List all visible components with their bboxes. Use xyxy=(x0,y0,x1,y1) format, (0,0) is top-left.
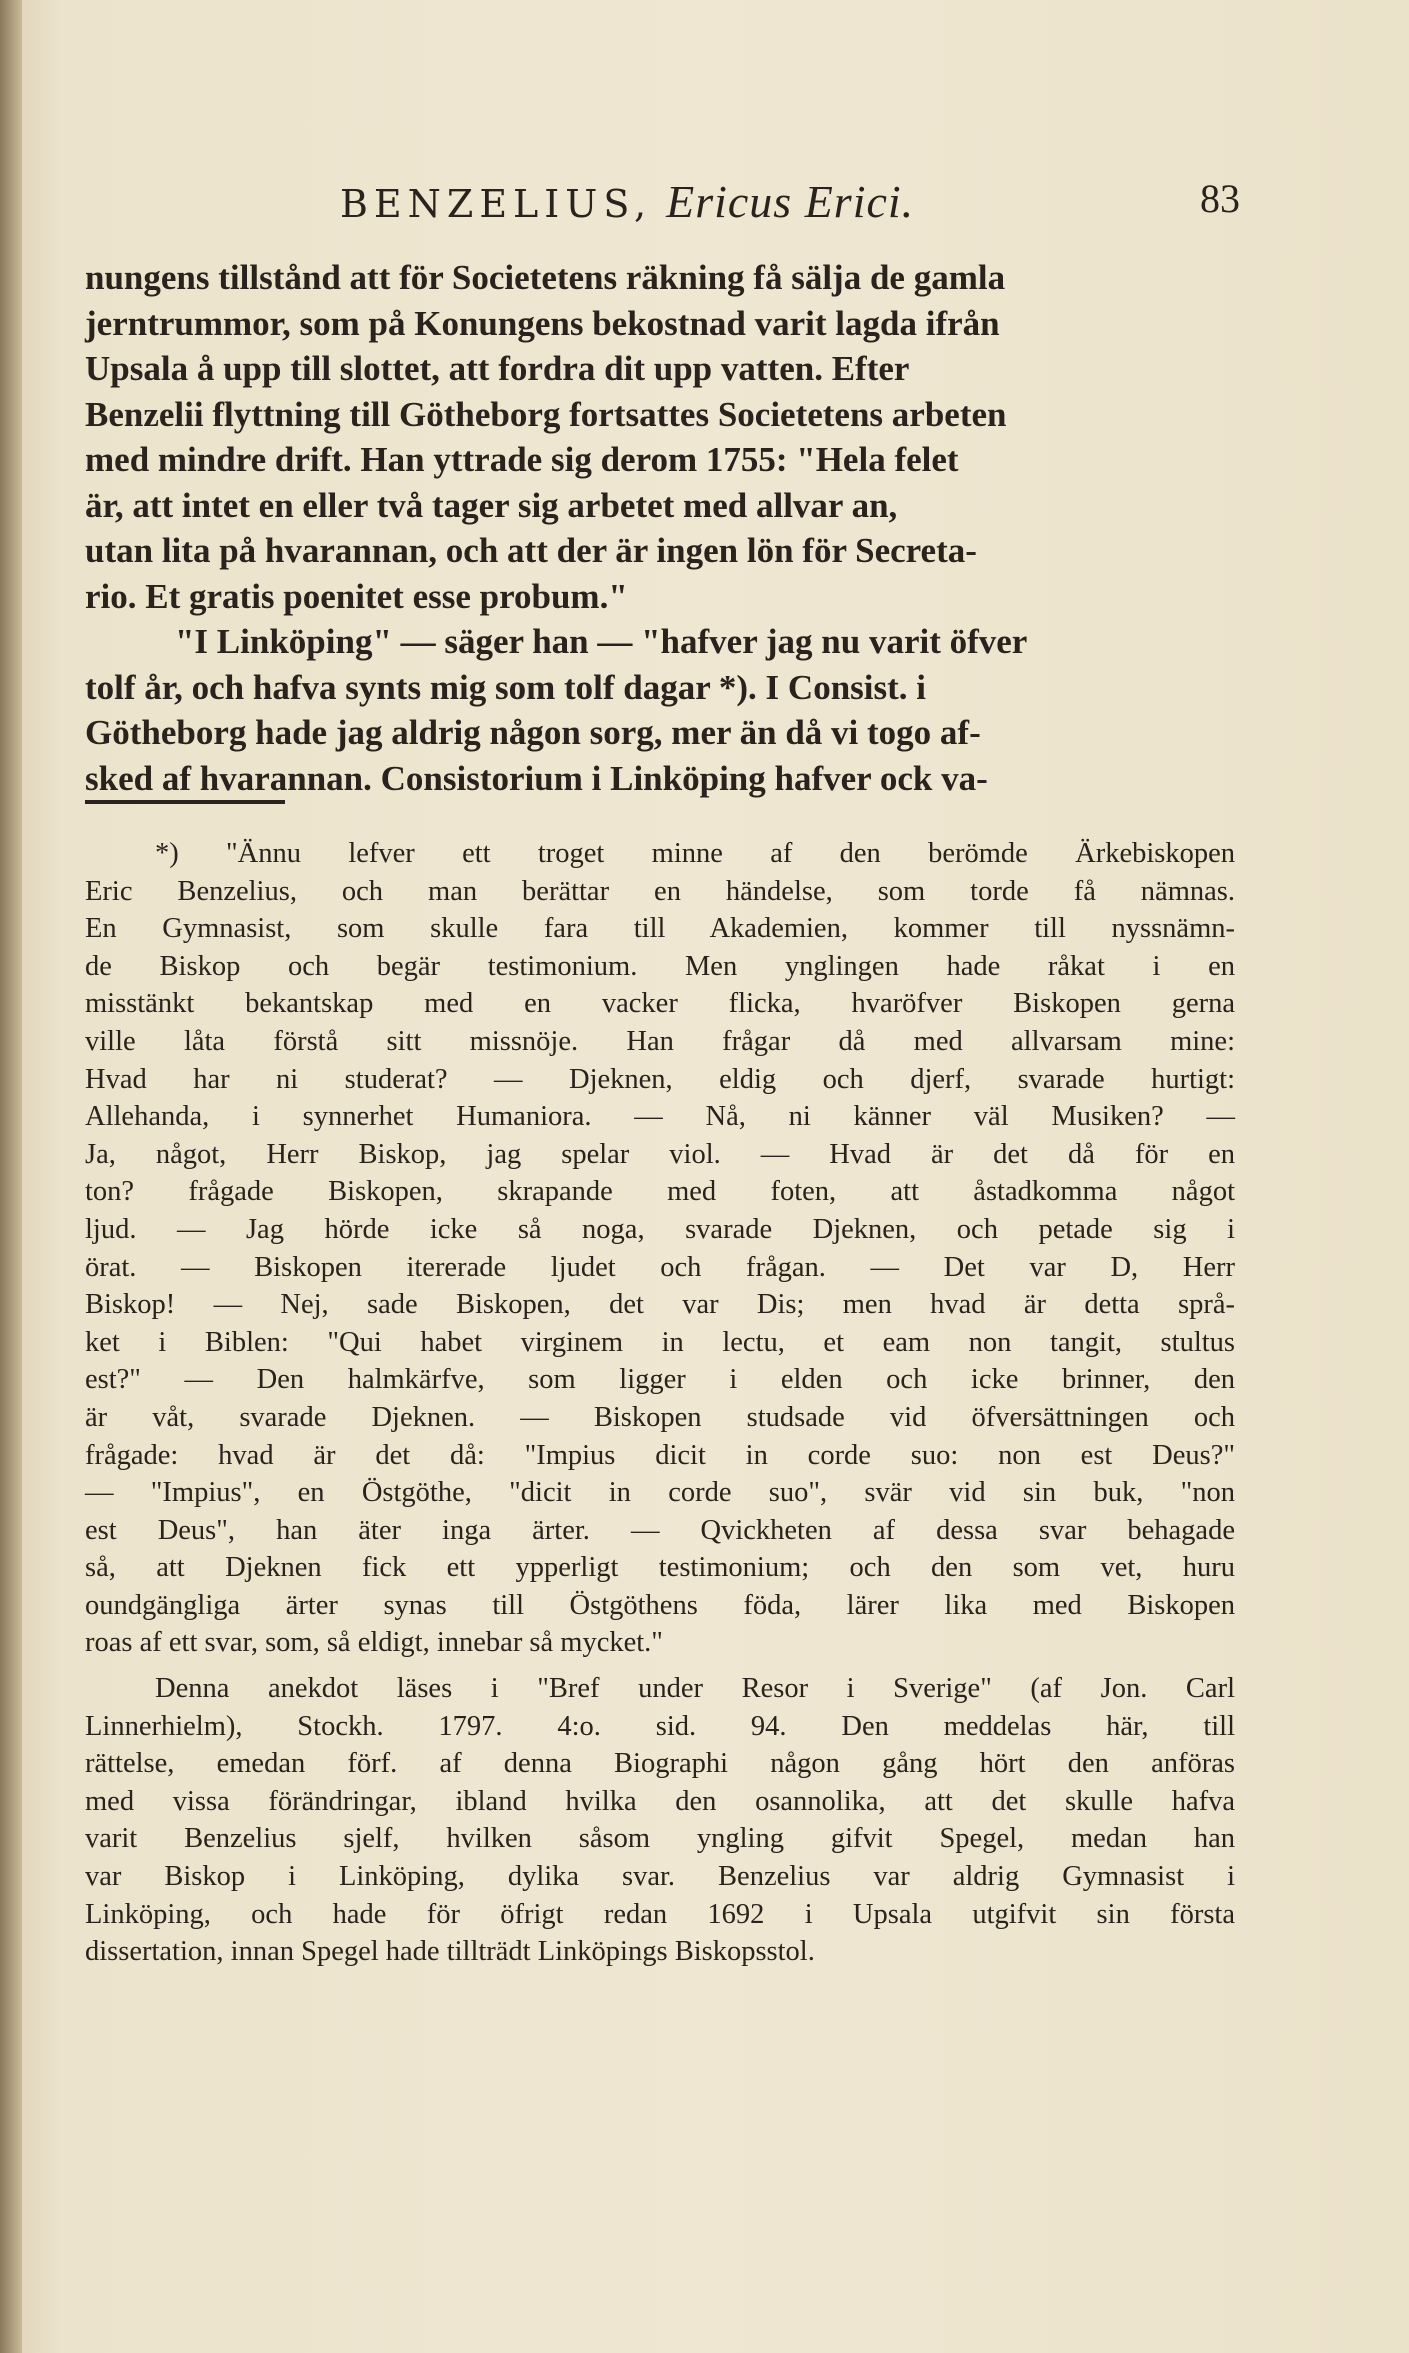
footnote-rule xyxy=(85,800,285,804)
footnote-line: — "Impius", en Östgöthe, "dicit in corde suo", svär vid sin buk, "non xyxy=(85,1477,1235,1509)
text-line: jerntrummor, som på Konungens bekostnad varit lagda ifrån xyxy=(85,303,1000,343)
paragraph-1 xyxy=(85,255,1235,619)
page-header xyxy=(340,175,1240,225)
running-head-subtitle: Ericus Erici. xyxy=(666,176,915,227)
footnote-line: misstänkt bekantskap med en vacker flicka, hvaröfver Biskopen gerna xyxy=(85,988,1235,1020)
text-line: med mindre drift. Han yttrade sig derom 1755: "Hela felet xyxy=(85,440,959,479)
footnote-line: så, att Djeknen fick ett ypperligt testimonium; och den som vet, huru xyxy=(85,1552,1235,1584)
footnote-line: Denna anekdot läses i "Bref under Resor i Sverige" (af Jon. Carl xyxy=(155,1673,1235,1705)
text-line: "I Linköping" — säger han — "hafver jag nu varit öfver xyxy=(175,622,1028,661)
text-line: rio. Et gratis poenitet esse probum." xyxy=(85,576,628,616)
footnote-line: ket i Biblen: "Qui habet virginem in lectu, et eam non tangit, stultus xyxy=(85,1326,1235,1358)
footnote-line: var Biskop i Linköping, dylika svar. Benzelius var aldrig Gymnasist i xyxy=(85,1861,1235,1893)
footnote-line: Hvad har ni studerat? — Djeknen, eldig och djerf, svarade hurtigt: xyxy=(85,1063,1235,1095)
footnote-line: roas af ett svar, som, så eldigt, innebar så mycket." xyxy=(85,1627,663,1659)
footnote-line: örat. — Biskopen itererade ljudet och frågan. — Det var D, Herr xyxy=(85,1251,1235,1283)
footnote xyxy=(85,835,1235,1971)
text-line: utan lita på hvarannan, och att der är ingen lön för Secreta- xyxy=(85,531,977,570)
text-line: Upsala å upp till slottet, att fordra dit upp vatten. Efter xyxy=(85,349,910,388)
paragraph-2 xyxy=(85,619,1235,801)
text-line: är, att intet en eller två tager sig arbetet med allvar an, xyxy=(85,485,898,525)
footnote-line: ville låta förstå sitt missnöje. Han frågar då med allvarsam mine: xyxy=(85,1025,1235,1057)
footnote-line: est?" — Den halmkärfve, som ligger i elden och icke brinner, den xyxy=(85,1364,1235,1396)
page-number: 83 xyxy=(1200,176,1240,221)
text-line: sked af hvarannan. Consistorium i Linköping hafver ock va- xyxy=(85,758,988,798)
footnote-anecdote xyxy=(85,835,1235,1662)
running-head-name: BENZELIUS, xyxy=(340,182,653,226)
text-line: Götheborg hade jag aldrig någon sorg, mer än då vi togo af- xyxy=(85,713,981,752)
footnote-line: Ja, något, Herr Biskop, jag spelar viol. — Hvad är det då för en xyxy=(85,1138,1235,1170)
footnote-line: oundgängliga ärter synas till Östgöthens föda, lärer lika med Biskopen xyxy=(85,1589,1235,1621)
footnote-line: Linköping, och hade för öfrigt redan 1692 i Upsala utgifvit sin första xyxy=(85,1898,1235,1930)
footnote-line: med vissa förändringar, ibland hvilka den osannolika, att det skulle hafva xyxy=(85,1785,1235,1817)
book-spine-edge xyxy=(0,0,22,2353)
footnote-line: *) "Ännu lefver ett troget minne af den berömde Ärkebiskopen xyxy=(155,838,1235,869)
footnote-line: Linnerhielm), Stockh. 1797. 4:o. sid. 94. Den meddelas här, till xyxy=(85,1710,1235,1742)
footnote-line: varit Benzelius sjelf, hvilken såsom yngling gifvit Spegel, medan han xyxy=(85,1823,1235,1855)
footnote-line: är våt, svarade Djeknen. — Biskopen studsade vid öfversättningen och xyxy=(85,1401,1235,1433)
main-text xyxy=(85,255,1235,801)
text-line: Benzelii flyttning till Götheborg fortsattes Societetens arbeten xyxy=(85,394,1007,434)
footnote-line: ton? frågade Biskopen, skrapande med foten, att åstadkomma något xyxy=(85,1176,1235,1208)
footnote-line: frågade: hvad är det då: "Impius dicit in corde suo: non est Deus?" xyxy=(85,1439,1235,1471)
footnote-line: est Deus", han äter inga ärter. — Qvickheten af dessa svar behagade xyxy=(85,1514,1235,1546)
running-head xyxy=(340,175,914,228)
footnote-line: rättelse, emedan förf. af denna Biographi någon gång hört den anföras xyxy=(85,1748,1235,1780)
footnote-line: Biskop! — Nej, sade Biskopen, det var Dis; men hvad är detta språ- xyxy=(85,1289,1235,1321)
footnote-line: dissertation, innan Spegel hade tillträdt Linköpings Biskopsstol. xyxy=(85,1936,815,1968)
text-line: tolf år, och hafva synts mig som tolf dagar *). I Consist. i xyxy=(85,667,927,707)
footnote-line: Allehanda, i synnerhet Humaniora. — Nå, ni känner väl Musiken? — xyxy=(85,1101,1235,1133)
footnote-line: Eric Benzelius, och man berättar en händelse, som torde få nämnas. xyxy=(85,875,1235,907)
footnote-line: ljud. — Jag hörde icke så noga, svarade Djeknen, och petade sig i xyxy=(85,1213,1235,1245)
text-line: nungens tillstånd att för Societetens räkning få sälja de gamla xyxy=(85,258,1006,297)
footnote-line: de Biskop och begär testimonium. Men ynglingen hade råkat i en xyxy=(85,950,1235,982)
footnote-line: En Gymnasist, som skulle fara till Akademien, kommer till nyssnämn- xyxy=(85,913,1235,945)
footnote-source-note xyxy=(85,1670,1235,1971)
